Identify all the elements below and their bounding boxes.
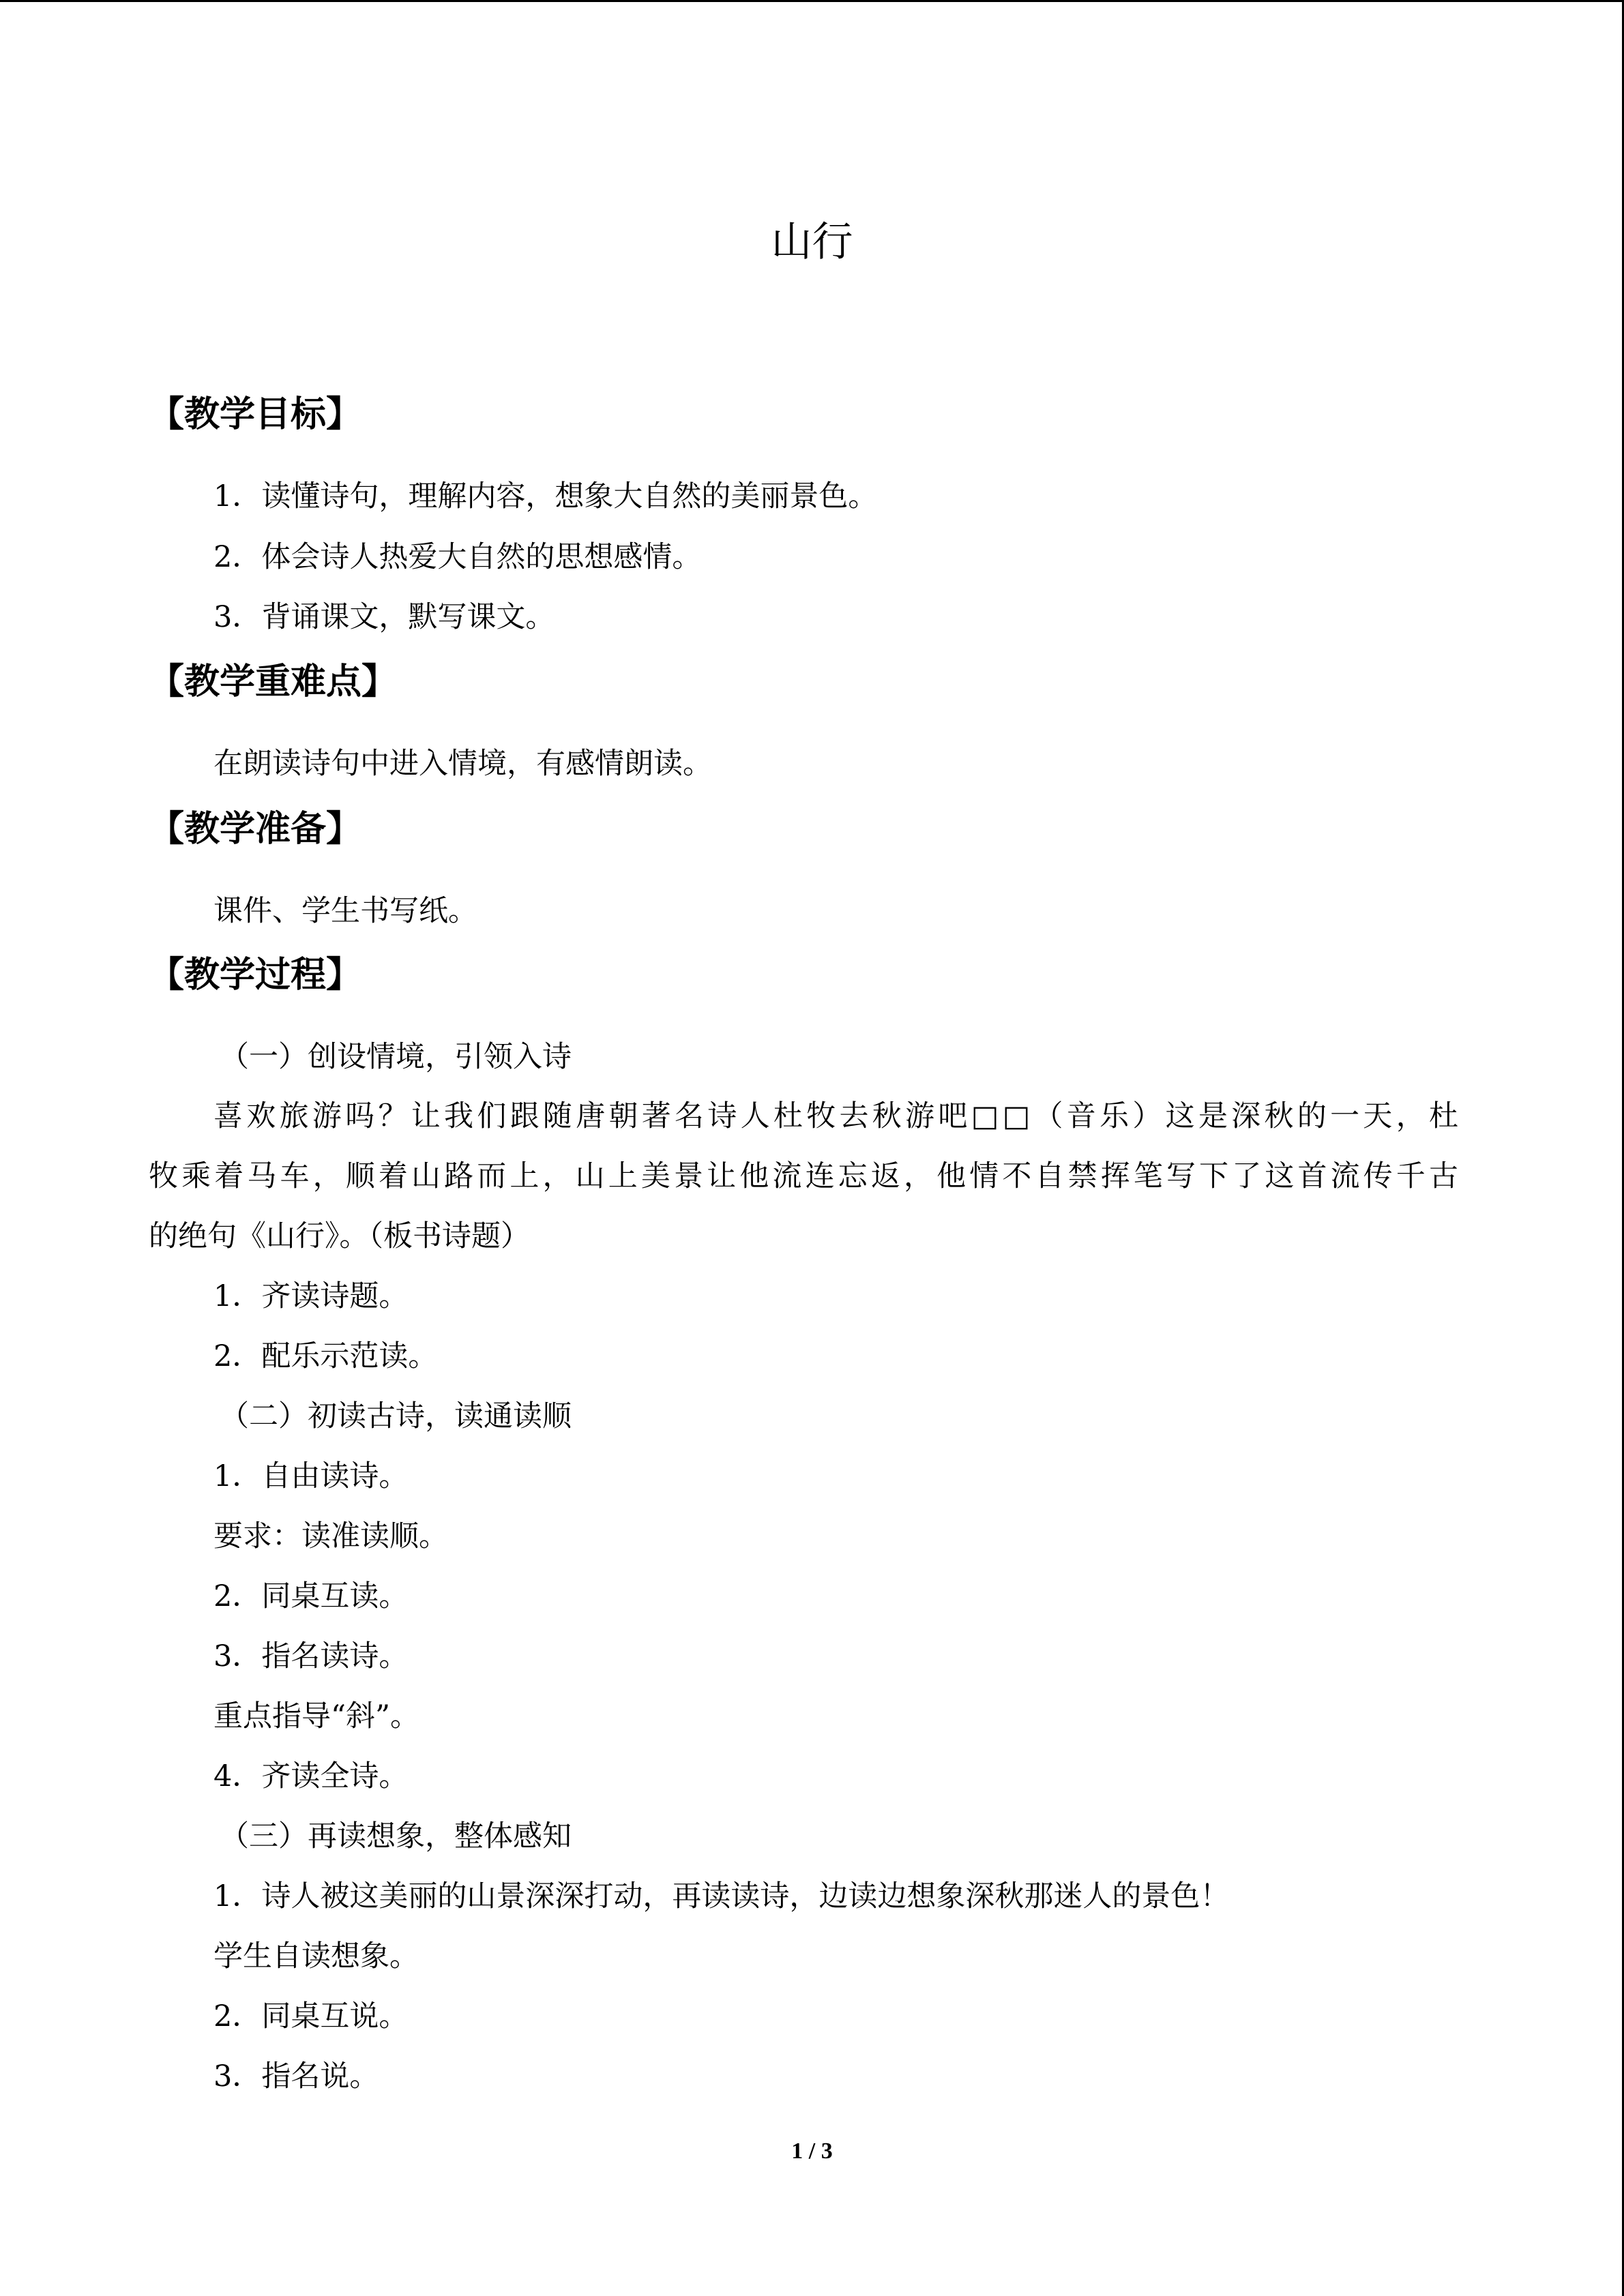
section-heading-key-points: 【教学重难点】 xyxy=(149,661,398,702)
step-3-line-4: 3．指名说。 xyxy=(213,2059,379,2093)
step-2-line-4: 3．指名读诗。 xyxy=(213,1639,409,1673)
paragraph-line-1: 喜欢旅游吗？让我们跟随唐朝著名诗人杜牧去秋游吧□□（音乐）这是深秋的一天，杜 xyxy=(213,1099,1458,1133)
step-2-line-3: 2．同桌互读。 xyxy=(213,1579,409,1613)
step-3-line-1: 1．诗人被这美丽的山景深深打动，再读读诗，边读边想象深秋那迷人的景色！ xyxy=(213,1879,1230,1913)
paragraph-line-2: 牧乘着马车，顺着山路而上，山上美景让他流连忘返，他情不自禁挥笔写下了这首流传千古 xyxy=(149,1159,1458,1193)
step-2-line-2: 要求：读准读顺。 xyxy=(213,1519,448,1553)
paragraph-line-3: 的绝句《山行》。（板书诗题） xyxy=(149,1219,530,1253)
step-2-line-5: 重点指导“斜”。 xyxy=(213,1699,419,1733)
step-2-line-6: 4．齐读全诗。 xyxy=(213,1759,409,1793)
process-step-1-title: （一）创设情境，引领入诗 xyxy=(220,1040,572,1074)
section-heading-goals: 【教学目标】 xyxy=(149,394,362,435)
goal-item-3: 3．背诵课文，默写课文。 xyxy=(213,600,555,634)
step-1-item-2: 2．配乐示范读。 xyxy=(213,1339,438,1373)
goal-item-1: 1．读懂诗句，理解内容，想象大自然的美丽景色。 xyxy=(213,479,878,513)
page-title: 山行 xyxy=(771,218,853,266)
process-step-3-title: （三）再读想象，整体感知 xyxy=(220,1819,572,1853)
section-heading-process: 【教学过程】 xyxy=(149,955,362,996)
process-step-1-paragraph xyxy=(149,1086,1458,1266)
preparation-text: 课件、学生书写纸。 xyxy=(213,894,477,928)
key-points-text: 在朗读诗句中进入情境，有感情朗读。 xyxy=(213,747,712,781)
step-3-line-2: 学生自读想象。 xyxy=(213,1939,419,1973)
goal-item-2: 2．体会诗人热爱大自然的思想感情。 xyxy=(213,540,702,574)
step-2-line-1: 1．自由读诗。 xyxy=(213,1459,409,1493)
section-heading-preparation: 【教学准备】 xyxy=(149,809,362,850)
page-number: 1 / 3 xyxy=(791,2138,833,2164)
step-1-item-1: 1．齐读诗题。 xyxy=(213,1279,409,1313)
step-3-line-3: 2．同桌互说。 xyxy=(213,1999,409,2033)
process-step-2-title: （二）初读古诗，读通读顺 xyxy=(220,1399,572,1433)
